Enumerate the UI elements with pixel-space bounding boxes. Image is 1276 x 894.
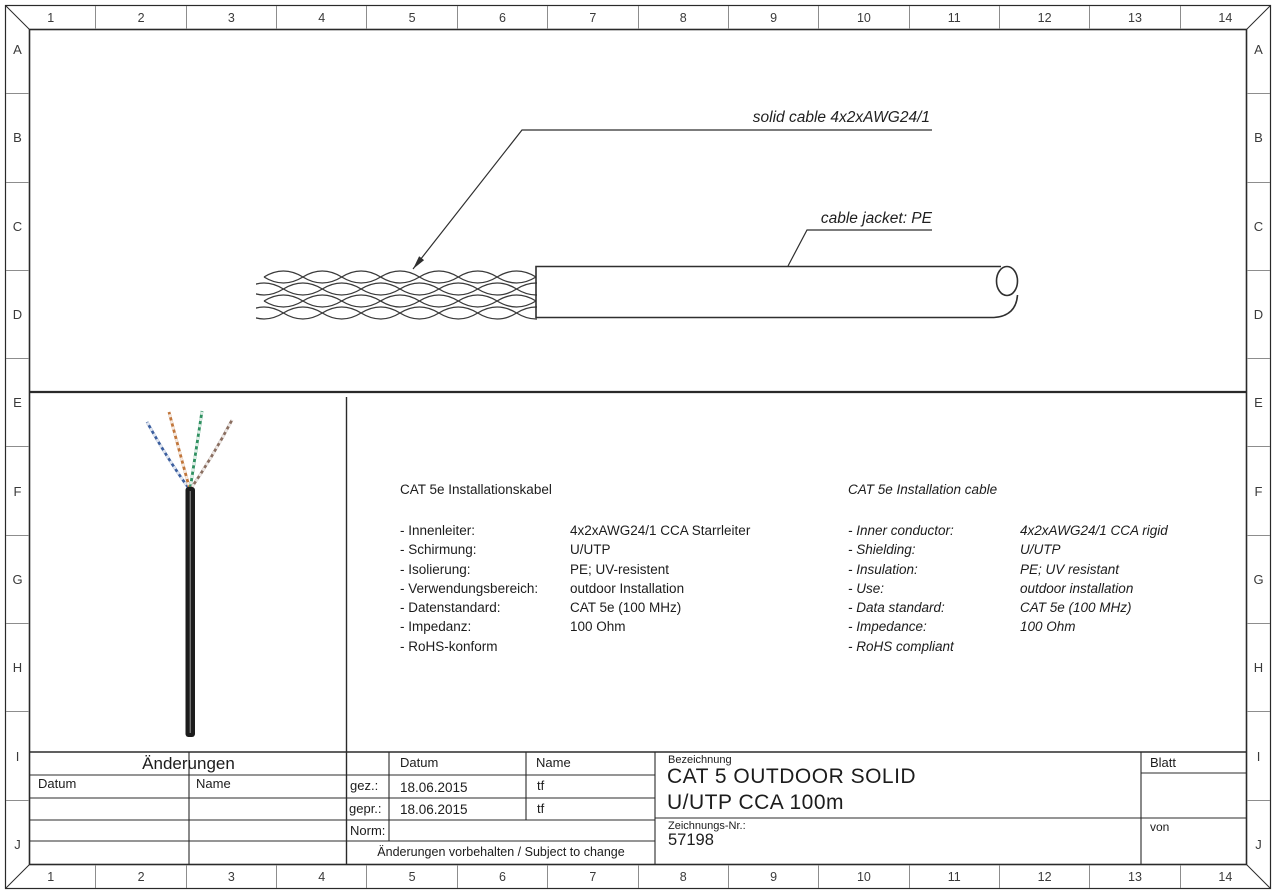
spec-value: 4x2xAWG24/1 CCA rigid bbox=[1020, 523, 1168, 538]
grid-col-label: 10 bbox=[818, 865, 908, 888]
spec-row bbox=[400, 562, 830, 581]
drawn-label: gez.: bbox=[350, 778, 379, 793]
spec-label: - Insulation: bbox=[848, 561, 918, 577]
spec-label: - Impedance: bbox=[848, 619, 927, 635]
grid-row-label: F bbox=[1247, 446, 1270, 534]
grid-col-label: 2 bbox=[95, 865, 185, 888]
grid-col-label: 11 bbox=[909, 865, 999, 888]
changes-col-name: Name bbox=[196, 776, 231, 791]
grid-row-label: G bbox=[1247, 535, 1270, 623]
checked-label: gepr.: bbox=[349, 801, 382, 816]
grid-col-label: 10 bbox=[818, 6, 908, 29]
drawing-number: 57198 bbox=[668, 831, 714, 849]
checked-name: tf bbox=[537, 801, 545, 816]
spec-label: - Verwendungsbereich: bbox=[400, 580, 539, 596]
grid-col-label: 9 bbox=[728, 865, 818, 888]
spec-row bbox=[848, 542, 1248, 561]
spec-label: - Isolierung: bbox=[400, 561, 471, 577]
spec-row bbox=[400, 619, 830, 638]
grid-row-label: J bbox=[1247, 800, 1270, 888]
spec-row bbox=[848, 639, 1248, 658]
approval-col-datum: Datum bbox=[400, 755, 439, 770]
ruler-left bbox=[6, 6, 29, 888]
grid-row-label: I bbox=[6, 711, 29, 799]
spec-value: CAT 5e (100 MHz) bbox=[570, 600, 682, 616]
sheet-label: Blatt bbox=[1150, 755, 1177, 770]
grid-row-label: C bbox=[1247, 182, 1270, 270]
grid-col-label: 14 bbox=[1180, 6, 1270, 29]
checked-date: 18.06.2015 bbox=[400, 802, 468, 817]
jacket-annotation: cable jacket: PE bbox=[820, 210, 932, 227]
grid-col-label: 1 bbox=[47, 10, 55, 25]
grid-col-label: 13 bbox=[1089, 6, 1179, 29]
spec-label: - Impedanz: bbox=[400, 619, 472, 635]
grid-col-label: 3 bbox=[186, 865, 276, 888]
spec-row bbox=[400, 542, 830, 561]
leader-lines bbox=[413, 130, 932, 269]
braid-drawing bbox=[245, 271, 556, 319]
grid-col-label: 8 bbox=[638, 6, 728, 29]
spec-row bbox=[848, 619, 1248, 638]
spec-row bbox=[848, 523, 1248, 542]
drawn-date: 18.06.2015 bbox=[400, 780, 468, 795]
spec-value: PE; UV resistant bbox=[1020, 561, 1120, 577]
grid-col-label: 4 bbox=[276, 6, 366, 29]
grid-col-label: 13 bbox=[1089, 865, 1179, 888]
grid-row-label: B bbox=[1247, 93, 1270, 181]
spec-column-german bbox=[400, 482, 830, 658]
grid-row-label: D bbox=[6, 270, 29, 358]
spec-value: U/UTP bbox=[570, 542, 611, 558]
spec-value: CAT 5e (100 MHz) bbox=[1020, 600, 1132, 616]
spec-value: U/UTP bbox=[1020, 542, 1061, 558]
changes-reserved-note: Änderungen vorbehalten / Subject to change bbox=[377, 845, 625, 859]
grid-col-label: 9 bbox=[728, 6, 818, 29]
norm-label: Norm: bbox=[350, 823, 386, 838]
of-label: von bbox=[1150, 820, 1170, 834]
grid-row-label: A bbox=[13, 42, 22, 58]
spec-value: PE; UV-resistent bbox=[570, 561, 670, 577]
grid-col-label: 14 bbox=[1180, 865, 1270, 888]
grid-row-label: I bbox=[1247, 711, 1270, 799]
spec-column-english bbox=[848, 482, 1248, 658]
drawing-number-label: Zeichnungs-Nr.: bbox=[668, 820, 746, 832]
changes-col-datum: Datum bbox=[38, 776, 77, 791]
grid-col-label: 4 bbox=[276, 865, 366, 888]
jacket-drawing bbox=[536, 267, 1018, 318]
spec-value: outdoor installation bbox=[1020, 580, 1134, 596]
leader-arrowhead bbox=[413, 256, 424, 269]
drawn-name: tf bbox=[537, 778, 545, 793]
ruler-top bbox=[6, 6, 1270, 29]
ruler-bottom bbox=[6, 865, 1270, 888]
grid-col-label: 3 bbox=[186, 6, 276, 29]
spec-label: - Innenleiter: bbox=[400, 523, 476, 538]
approval-col-name: Name bbox=[536, 755, 571, 770]
spec-row bbox=[400, 639, 830, 658]
spec-value: outdoor Installation bbox=[570, 580, 685, 596]
grid-col-label: 7 bbox=[547, 865, 637, 888]
spec-row bbox=[848, 600, 1248, 619]
designation-line2: U/UTP CCA 100m bbox=[667, 791, 844, 814]
grid-row-label: E bbox=[1247, 358, 1270, 446]
grid-row-label: G bbox=[6, 535, 29, 623]
spec-label: - RoHS-konform bbox=[400, 638, 498, 654]
grid-row-label: H bbox=[6, 623, 29, 711]
grid-col-label: 6 bbox=[457, 865, 547, 888]
changes-header: Änderungen bbox=[142, 754, 235, 773]
spec-label: - Use: bbox=[848, 580, 885, 596]
cable-photo bbox=[147, 411, 232, 737]
spec-value: 100 Ohm bbox=[1020, 619, 1076, 635]
spec-value: 100 Ohm bbox=[570, 619, 626, 635]
grid-col-label: 1 bbox=[47, 869, 55, 884]
grid-row-label: A bbox=[1254, 42, 1263, 58]
spec-row bbox=[848, 581, 1248, 600]
conductor-annotation: solid cable 4x2xAWG24/1 bbox=[752, 109, 930, 126]
grid-row-label: J bbox=[6, 800, 29, 888]
grid-col-label: 11 bbox=[909, 6, 999, 29]
grid-col-label: 12 bbox=[999, 865, 1089, 888]
grid-col-label: 6 bbox=[457, 6, 547, 29]
spec-label: - Shielding: bbox=[848, 542, 916, 558]
spec-value: 4x2xAWG24/1 CCA Starrleiter bbox=[570, 523, 751, 538]
spec-title-english: CAT 5e Installation cable bbox=[848, 482, 998, 497]
spec-label: - Data standard: bbox=[848, 600, 945, 616]
spec-label: - Schirmung: bbox=[400, 542, 477, 558]
spec-row bbox=[848, 562, 1248, 581]
spec-label: - RoHS compliant bbox=[848, 638, 954, 654]
spec-row bbox=[400, 581, 830, 600]
grid-row-label: B bbox=[6, 93, 29, 181]
grid-row-label: F bbox=[6, 446, 29, 534]
grid-col-label: 8 bbox=[638, 865, 728, 888]
designation-line1: CAT 5 OUTDOOR SOLID bbox=[667, 765, 917, 788]
grid-col-label: 2 bbox=[95, 6, 185, 29]
grid-row-label: E bbox=[6, 358, 29, 446]
spec-label: - Datenstandard: bbox=[400, 600, 501, 616]
grid-col-label: 12 bbox=[999, 6, 1089, 29]
spec-row bbox=[400, 523, 830, 542]
grid-col-label: 7 bbox=[547, 6, 637, 29]
ruler-right bbox=[1247, 6, 1270, 888]
grid-col-label: 5 bbox=[366, 6, 456, 29]
spec-title-german: CAT 5e Installationskabel bbox=[400, 482, 552, 497]
designation-label: Bezeichnung bbox=[668, 754, 732, 766]
grid-row-label: C bbox=[6, 182, 29, 270]
spec-label: - Inner conductor: bbox=[848, 523, 954, 538]
grid-row-label: D bbox=[1247, 270, 1270, 358]
spec-row bbox=[400, 600, 830, 619]
grid-col-label: 5 bbox=[366, 865, 456, 888]
grid-row-label: H bbox=[1247, 623, 1270, 711]
